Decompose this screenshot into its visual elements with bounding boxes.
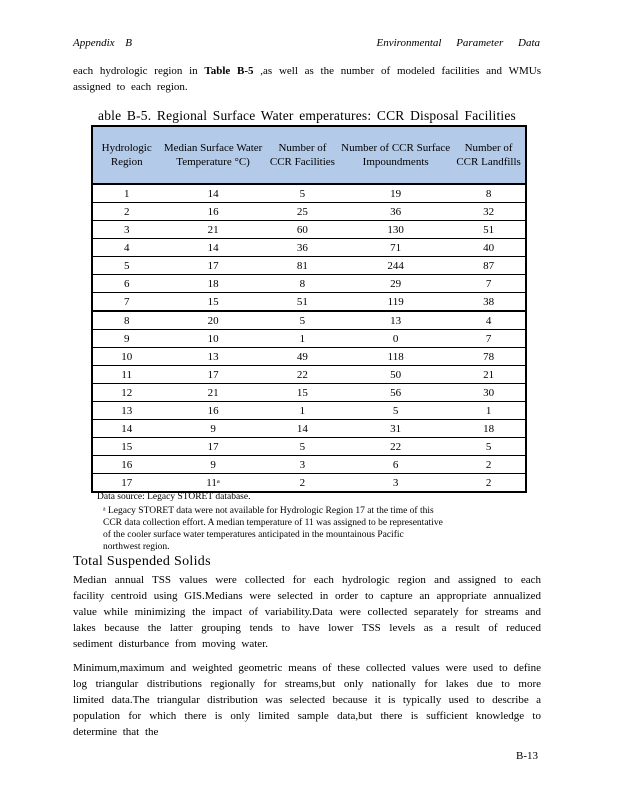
table-cell: 9 bbox=[160, 456, 265, 474]
table-reference: Table B-5 bbox=[204, 65, 254, 77]
table-cell: 1 bbox=[266, 402, 339, 420]
table-cell: 5 bbox=[266, 184, 339, 203]
table-row bbox=[92, 348, 526, 366]
table-cell: 5 bbox=[452, 438, 526, 456]
table-cell: 10 bbox=[160, 330, 265, 348]
table-cell: 30 bbox=[452, 384, 526, 402]
table-cell: 16 bbox=[92, 456, 160, 474]
table-cell: 36 bbox=[266, 239, 339, 257]
table-row bbox=[92, 239, 526, 257]
table-cell: 38 bbox=[452, 293, 526, 312]
table-cell: 21 bbox=[160, 221, 265, 239]
table-cell: 119 bbox=[339, 293, 452, 312]
data-source: Data source: Legacy STORET database. bbox=[97, 492, 251, 502]
table-cell: 56 bbox=[339, 384, 452, 402]
table-cell: 17 bbox=[160, 257, 265, 275]
table-row bbox=[92, 221, 526, 239]
table-cell: 5 bbox=[266, 438, 339, 456]
table-cell: 7 bbox=[452, 275, 526, 293]
table-cell: 15 bbox=[160, 293, 265, 312]
table-row bbox=[92, 330, 526, 348]
table-cell: 4 bbox=[452, 311, 526, 330]
table-row bbox=[92, 456, 526, 474]
header-right: Environmental Parameter Data bbox=[376, 37, 540, 49]
table-cell: 3 bbox=[92, 221, 160, 239]
table-cell: 4 bbox=[92, 239, 160, 257]
table-cell: 50 bbox=[339, 366, 452, 384]
table-cell: 14 bbox=[160, 184, 265, 203]
intro-text: each hydrologic region in bbox=[73, 65, 205, 77]
table-cell: 22 bbox=[339, 438, 452, 456]
table-cell: 60 bbox=[266, 221, 339, 239]
table-cell: 9 bbox=[92, 330, 160, 348]
table-cell: 7 bbox=[92, 293, 160, 312]
table-cell: 16 bbox=[160, 203, 265, 221]
table-cell: 1 bbox=[452, 402, 526, 420]
table-cell: 81 bbox=[266, 257, 339, 275]
table-cell: 5 bbox=[266, 311, 339, 330]
table-row bbox=[92, 184, 526, 203]
table-cell: 0 bbox=[339, 330, 452, 348]
table-cell: 17 bbox=[160, 438, 265, 456]
header-left: Appendix B bbox=[73, 37, 133, 49]
table-cell: 9 bbox=[160, 420, 265, 438]
table-row bbox=[92, 275, 526, 293]
table-cell: 22 bbox=[266, 366, 339, 384]
table-cell: 2 bbox=[266, 474, 339, 493]
table-cell: 2 bbox=[92, 203, 160, 221]
table-cell: 40 bbox=[452, 239, 526, 257]
table-cell: 14 bbox=[266, 420, 339, 438]
table-row bbox=[92, 293, 526, 312]
table-row bbox=[92, 402, 526, 420]
table-cell: 8 bbox=[266, 275, 339, 293]
intro-text: ,as well as the number of modeled facilities and WMUs assigned to each region. bbox=[73, 65, 541, 93]
table-cell: 13 bbox=[339, 311, 452, 330]
table-cell: 36 bbox=[339, 203, 452, 221]
table-cell: 31 bbox=[339, 420, 452, 438]
table-cell: 17 bbox=[92, 474, 160, 493]
table-cell: 14 bbox=[92, 420, 160, 438]
table-cell: 12 bbox=[92, 384, 160, 402]
table-cell: 51 bbox=[452, 221, 526, 239]
table-cell: 8 bbox=[92, 311, 160, 330]
table-cell: 15 bbox=[92, 438, 160, 456]
table-cell: 18 bbox=[160, 275, 265, 293]
table-cell: 3 bbox=[339, 474, 452, 493]
table-cell: 21 bbox=[452, 366, 526, 384]
paragraph-2: Minimum,maximum and weighted geometric means of these collected values were used to define log triangular distributions regionally for streams,but only nationally for lakes due to more limited data.The triangular distribution was selected because it is typically used to describe a population for which there is only limited sample data,but there is sufficient knowledge to determine that the bbox=[73, 662, 541, 738]
temperature-table bbox=[91, 125, 527, 493]
table-footnote: ᵃ Legacy STORET data were not available for Hydrologic Region 17 at the time of this CCR data collection effort. A median temperature of 11 was assigned to be representative of the cooler surface water temperatures anticipated in the mountainous Pacific northwest region. bbox=[103, 506, 443, 552]
table-cell: 2 bbox=[452, 456, 526, 474]
intro-paragraph bbox=[73, 63, 541, 95]
table-cell: 18 bbox=[452, 420, 526, 438]
table-cell: 5 bbox=[92, 257, 160, 275]
table-cell: 11 bbox=[92, 366, 160, 384]
column-header: Number of CCR Surface Impoundments bbox=[339, 126, 452, 184]
table-row bbox=[92, 384, 526, 402]
table-cell: 32 bbox=[452, 203, 526, 221]
table-cell: 1 bbox=[92, 184, 160, 203]
table-cell: 13 bbox=[92, 402, 160, 420]
table-cell: 244 bbox=[339, 257, 452, 275]
page-number: B-13 bbox=[516, 750, 538, 762]
table-cell: 87 bbox=[452, 257, 526, 275]
table-cell: 6 bbox=[92, 275, 160, 293]
table-cell: 15 bbox=[266, 384, 339, 402]
column-header: Median Surface Water Temperature °C) bbox=[160, 126, 265, 184]
table-cell: 71 bbox=[339, 239, 452, 257]
table-cell: 5 bbox=[339, 402, 452, 420]
table-cell: 10 bbox=[92, 348, 160, 366]
table-cell: 17 bbox=[160, 366, 265, 384]
table-cell: 78 bbox=[452, 348, 526, 366]
table-cell: 49 bbox=[266, 348, 339, 366]
table-cell: 7 bbox=[452, 330, 526, 348]
table-cell: 118 bbox=[339, 348, 452, 366]
table-cell: 51 bbox=[266, 293, 339, 312]
table-cell: 21 bbox=[160, 384, 265, 402]
table-cell: 19 bbox=[339, 184, 452, 203]
table-cell: 1 bbox=[266, 330, 339, 348]
table-row bbox=[92, 420, 526, 438]
table-cell: 130 bbox=[339, 221, 452, 239]
table-row bbox=[92, 474, 526, 493]
table-cell: 20 bbox=[160, 311, 265, 330]
table-cell: 25 bbox=[266, 203, 339, 221]
table-cell: 14 bbox=[160, 239, 265, 257]
table-cell: 11ᵃ bbox=[160, 474, 265, 493]
table-row bbox=[92, 257, 526, 275]
table-row bbox=[92, 311, 526, 330]
table-row bbox=[92, 438, 526, 456]
section-title: Total Suspended Solids bbox=[73, 554, 211, 569]
table-row bbox=[92, 366, 526, 384]
table-cell: 13 bbox=[160, 348, 265, 366]
column-header: Number of CCR Landfills bbox=[452, 126, 526, 184]
column-header: Number of CCR Facilities bbox=[266, 126, 339, 184]
table-row bbox=[92, 203, 526, 221]
table-cell: 29 bbox=[339, 275, 452, 293]
table-cell: 6 bbox=[339, 456, 452, 474]
table-cell: 2 bbox=[452, 474, 526, 493]
paragraph-1: Median annual TSS values were collected for each hydrologic region and assigned to each facility centroid using GIS.Medians were selected in order to capture an appropriate annualized value while minimizing the impact of variability.Data were collected separately for streams and lakes because the latter grouping tends to have lower TSS levels as a result of reduced sediment disturbance from moving water. bbox=[73, 574, 541, 650]
column-header: Hydrologic Region bbox=[92, 126, 160, 184]
table-caption: able B-5. Regional Surface Water emperatures: CCR Disposal Facilities bbox=[98, 108, 516, 123]
table-cell: 16 bbox=[160, 402, 265, 420]
table-cell: 3 bbox=[266, 456, 339, 474]
table-cell: 8 bbox=[452, 184, 526, 203]
